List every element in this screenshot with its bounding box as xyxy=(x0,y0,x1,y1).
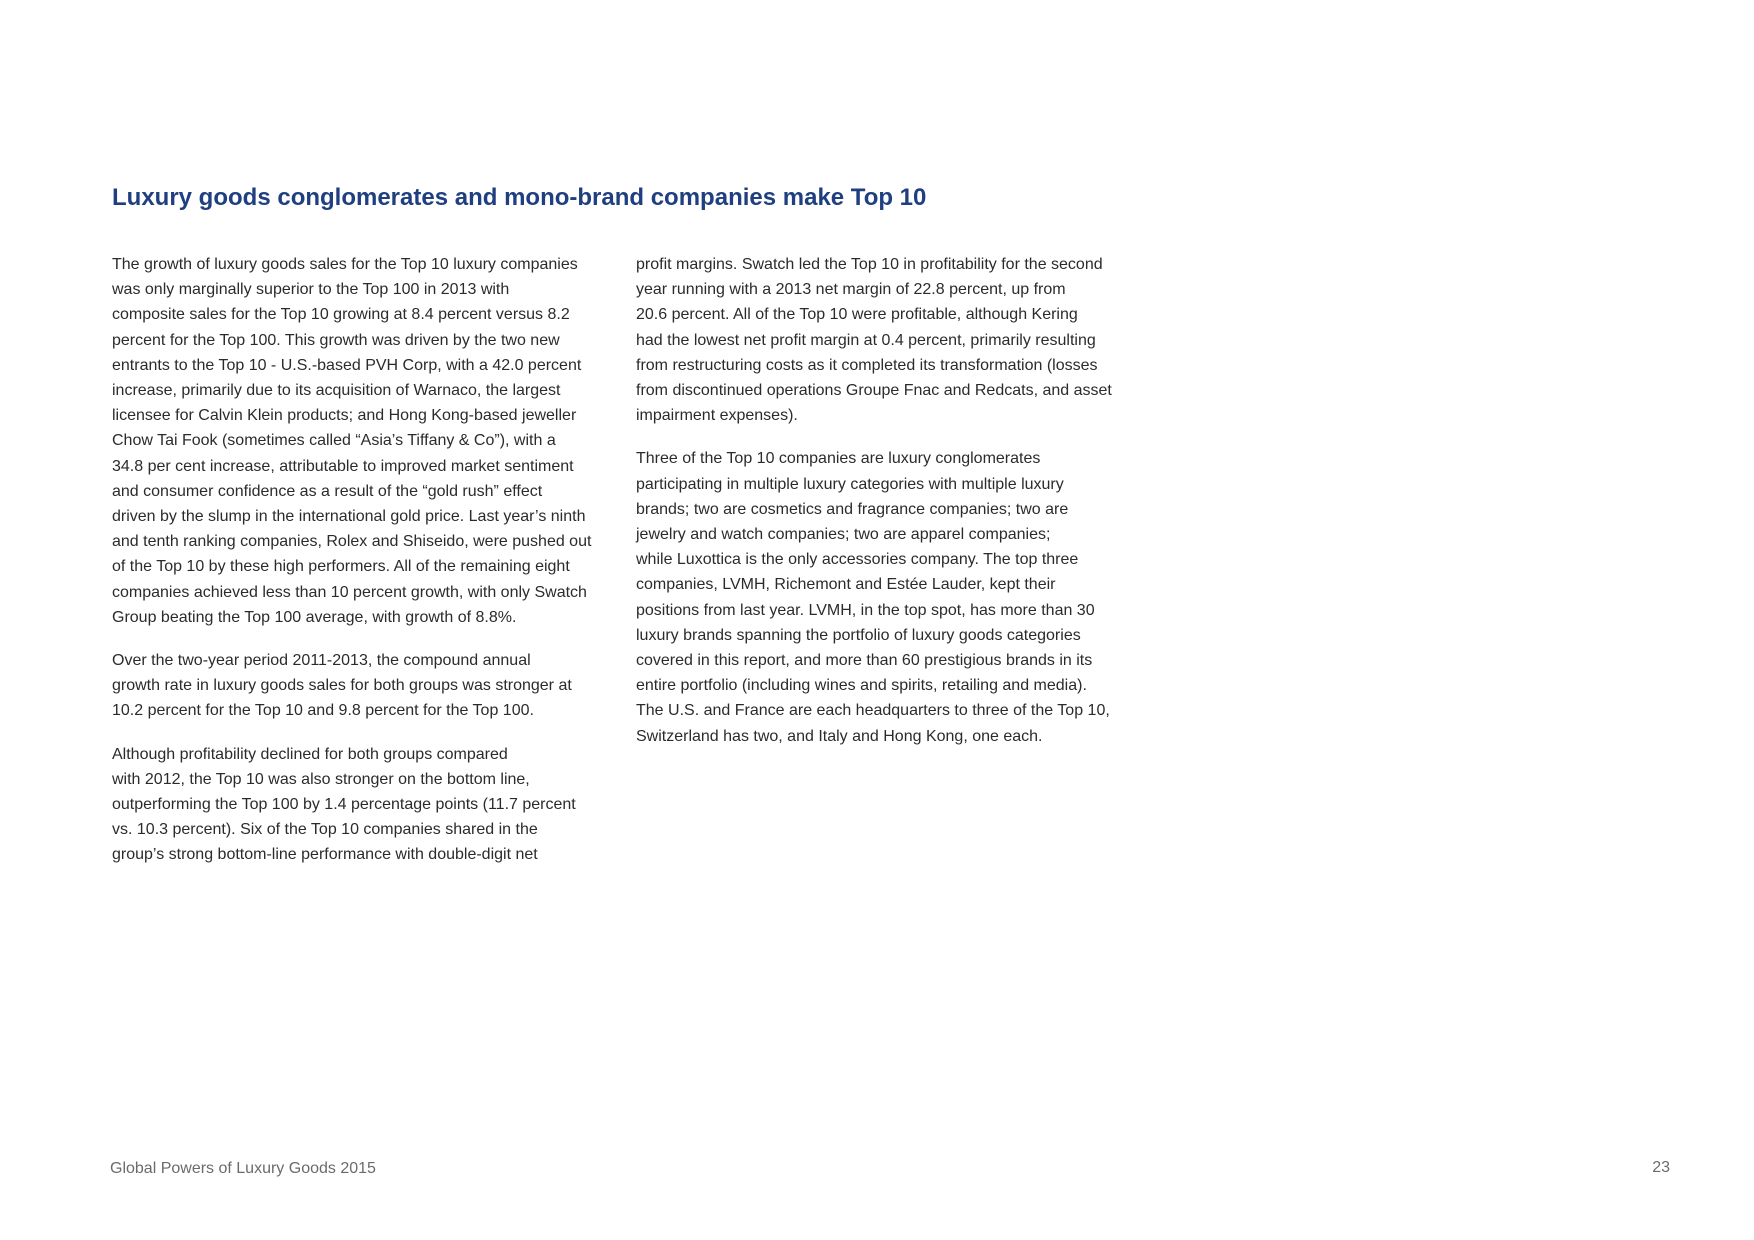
text-line: and consumer confidence as a result of the “gold rush” effect xyxy=(112,482,543,500)
text-line: covered in this report, and more than 60 prestigious brands in its xyxy=(636,652,1093,670)
text-line: profit margins. Swatch led the Top 10 in profitability for the second xyxy=(636,256,1103,273)
text-line: The U.S. and France are each headquarters to three of the Top 10, xyxy=(636,702,1110,720)
text-line: from discontinued operations Groupe Fnac and Redcats, and asset xyxy=(636,382,1112,400)
text-line: 20.6 percent. All of the Top 10 were profitable, although Kering xyxy=(636,306,1078,324)
text-line: percent for the Top 100. This growth was driven by the two new xyxy=(112,331,560,349)
page-title: Luxury goods conglomerates and mono-brand companies make Top 10 xyxy=(112,184,927,211)
text-line: impairment expenses). xyxy=(636,407,798,425)
text-line: Group beating the Top 100 average, with growth of 8.8%. xyxy=(112,608,517,626)
text-line: entire portfolio (including wines and spirits, retailing and media). xyxy=(636,677,1087,695)
page-number: 23 xyxy=(1652,1159,1670,1176)
text-line: year running with a 2013 net margin of 22.8 percent, up from xyxy=(636,281,1066,299)
paragraph-conglomerates xyxy=(636,446,1130,748)
text-line: participating in multiple luxury categories with multiple luxury xyxy=(636,475,1064,493)
text-line: positions from last year. LVMH, in the top spot, has more than 30 xyxy=(636,601,1095,619)
paragraph-profitability xyxy=(112,742,606,868)
text-line: growth rate in luxury goods sales for both groups was stronger at xyxy=(112,677,572,695)
left-column xyxy=(112,252,606,886)
text-line: group’s strong bottom-line performance with double-digit net xyxy=(112,846,538,864)
text-line: and tenth ranking companies, Rolex and Shiseido, were pushed out xyxy=(112,533,592,551)
text-line: was only marginally superior to the Top 100 in 2013 with xyxy=(112,281,510,299)
text-line: outperforming the Top 100 by 1.4 percentage points (11.7 percent xyxy=(112,796,576,814)
paragraph-cagr xyxy=(112,648,606,724)
text-line: Although profitability declined for both groups compared xyxy=(112,745,508,763)
text-line: Switzerland has two, and Italy and Hong Kong, one each. xyxy=(636,727,1043,745)
text-line: Three of the Top 10 companies are luxury conglomerates xyxy=(636,450,1041,468)
text-line: entrants to the Top 10 - U.S.-based PVH Corp, with a 42.0 percent xyxy=(112,356,582,374)
text-line: from restructuring costs as it completed its transformation (losses xyxy=(636,356,1098,374)
text-line: jewelry and watch companies; two are apparel companies; xyxy=(636,526,1051,544)
text-line: 10.2 percent for the Top 10 and 9.8 percent for the Top 100. xyxy=(112,702,534,720)
text-line: increase, primarily due to its acquisition of Warnaco, the largest xyxy=(112,382,561,400)
footer-publication-title: Global Powers of Luxury Goods 2015 xyxy=(110,1160,376,1177)
text-line: driven by the slump in the international gold price. Last year’s ninth xyxy=(112,508,586,526)
text-line: Chow Tai Fook (sometimes called “Asia’s Tiffany & Co”), with a xyxy=(112,432,556,450)
text-line: had the lowest net profit margin at 0.4 percent, primarily resulting xyxy=(636,331,1096,349)
text-line: companies achieved less than 10 percent growth, with only Swatch xyxy=(112,583,587,601)
text-line: licensee for Calvin Klein products; and Hong Kong-based jeweller xyxy=(112,407,577,425)
text-line: while Luxottica is the only accessories company. The top three xyxy=(636,551,1079,569)
paragraph-growth xyxy=(112,252,606,630)
text-line: with 2012, the Top 10 was also stronger on the bottom line, xyxy=(112,770,530,788)
text-line: 34.8 per cent increase, attributable to improved market sentiment xyxy=(112,457,574,475)
text-line: luxury brands spanning the portfolio of luxury goods categories xyxy=(636,626,1081,644)
text-line: Over the two-year period 2011-2013, the compound annual xyxy=(112,652,531,670)
text-line: of the Top 10 by these high performers. All of the remaining eight xyxy=(112,558,570,576)
right-column xyxy=(636,252,1130,767)
text-line: vs. 10.3 percent). Six of the Top 10 companies shared in the xyxy=(112,821,538,839)
text-line: composite sales for the Top 10 growing at 8.4 percent versus 8.2 xyxy=(112,306,570,324)
text-line: The growth of luxury goods sales for the Top 10 luxury companies xyxy=(112,256,578,273)
text-line: brands; two are cosmetics and fragrance companies; two are xyxy=(636,500,1069,518)
text-line: companies, LVMH, Richemont and Estée Lauder, kept their xyxy=(636,576,1056,594)
paragraph-profit-margins xyxy=(636,252,1130,428)
